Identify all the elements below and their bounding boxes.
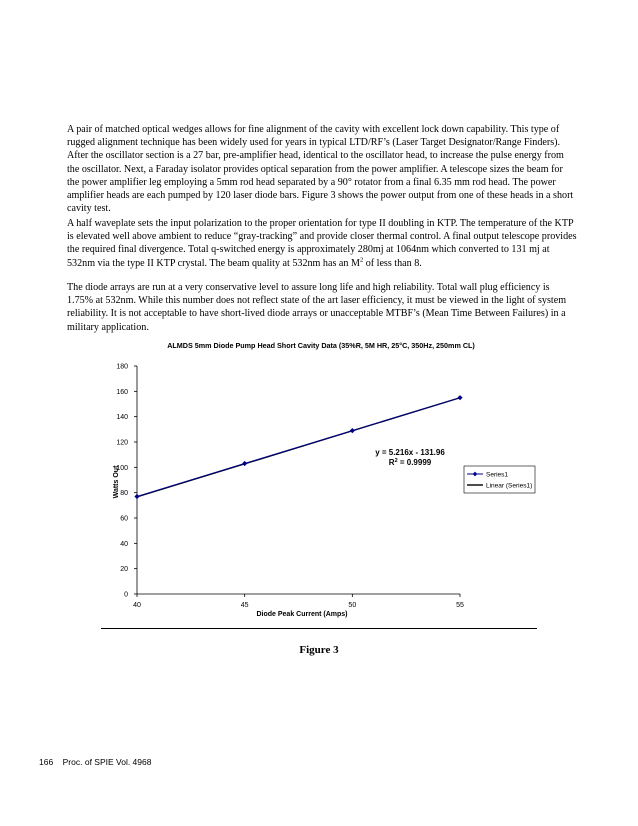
r-squared-superscript: 2 — [394, 458, 398, 464]
trendline-r-squared — [389, 458, 432, 467]
data-point — [350, 428, 355, 433]
paragraph-2-text-end: of less than 8. — [363, 257, 422, 269]
paragraph-1: A pair of matched optical wedges allows for fine alignment of the cavity with excellent lock down capability. This type of rugged alignment technique has been widely used for years in typical LTD/RF’s (Laser Target Designator/Range Finders). After the oscillator section is a 27 bar, pre-amplifier head, identical to the oscillator head, to increase the pulse energy from the oscillator. Next, a Faraday isolator provides optical separation from the power amplifier. A telescope sizes the beam for the power amplifier leg employing a 5mm rod head separated by a 90° rotator from a final 6.35 mm rod head. The power amplifier heads are each pumped by 120 laser diode bars. Figure 3 shows the power output from one of these heads in a short cavity test. — [67, 124, 574, 215]
r-squared-value: = 0.9999 — [397, 458, 432, 467]
publication-name: Proc. of SPIE Vol. 4968 — [62, 757, 152, 767]
x-axis — [133, 594, 464, 609]
trendline-equation: y = 5.216x - 131.96 — [375, 448, 445, 457]
y-tick-label: 160 — [116, 388, 128, 396]
paragraph-2-text: A half waveplate sets the input polarization to the proper orientation for type II doubling in KTP. The temperature of the KTP is elevated well above ambient to reduce “gray-tracking” and provide closer thermal control. A final output telescope provides the required final divergence. Total q-switched energy is approximately 280mj at 1064nm which converted to 131 mj at 532nm via the type II KTP crystal. The beam quality at 532nm has an M — [67, 218, 577, 269]
data-point — [457, 395, 462, 400]
y-tick-label: 80 — [120, 490, 128, 498]
y-tick-label: 100 — [116, 464, 128, 472]
paragraph-2 — [67, 217, 577, 270]
legend-label-series1: Series1 — [486, 471, 509, 479]
page-number: 166 — [39, 757, 54, 767]
y-tick-label: 60 — [120, 515, 128, 523]
y-tick-label: 140 — [116, 414, 128, 422]
chart-title: ALMDS 5mm Diode Pump Head Short Cavity Data (35%R, 5M HR, 25°C, 350Hz, 250mm CL) — [167, 341, 475, 350]
figure-3-chart — [80, 336, 550, 626]
x-tick-label: 50 — [348, 602, 357, 609]
y-tick-label: 40 — [120, 540, 128, 548]
data-point — [242, 461, 247, 466]
y-tick-label: 20 — [120, 566, 128, 574]
r-squared-prefix: R — [388, 458, 395, 467]
page-footer — [39, 757, 151, 767]
y-tick-label: 120 — [116, 439, 128, 447]
x-tick-label: 55 — [456, 602, 464, 609]
x-tick-label: 40 — [133, 602, 141, 609]
y-tick-label: 0 — [124, 591, 128, 599]
y-axis-label: Watts Out — [113, 465, 120, 499]
y-tick-label: 180 — [116, 363, 128, 371]
legend — [464, 466, 535, 493]
paragraph-2-superscript: 2 — [359, 256, 364, 264]
paragraph-3: The diode arrays are run at a very conservative level to assure long life and high reliability. Total wall plug efficiency is 1.75% at 532nm. While this number does not reflect state of the art laser efficiency, it must be viewed in the light of system reliability. It is not acceptable to have short-lived diode arrays or unacceptable MTBF’s (Mean Time Between Failures) in a military application. — [67, 282, 567, 333]
figure-caption: Figure 3 — [299, 644, 339, 656]
data-point — [134, 494, 139, 499]
x-axis-label: Diode Peak Current (Amps) — [256, 611, 348, 618]
x-tick-label: 45 — [240, 602, 249, 609]
figure-rule — [101, 628, 537, 629]
legend-label-linear-series1: Linear (Series1) — [486, 482, 533, 490]
